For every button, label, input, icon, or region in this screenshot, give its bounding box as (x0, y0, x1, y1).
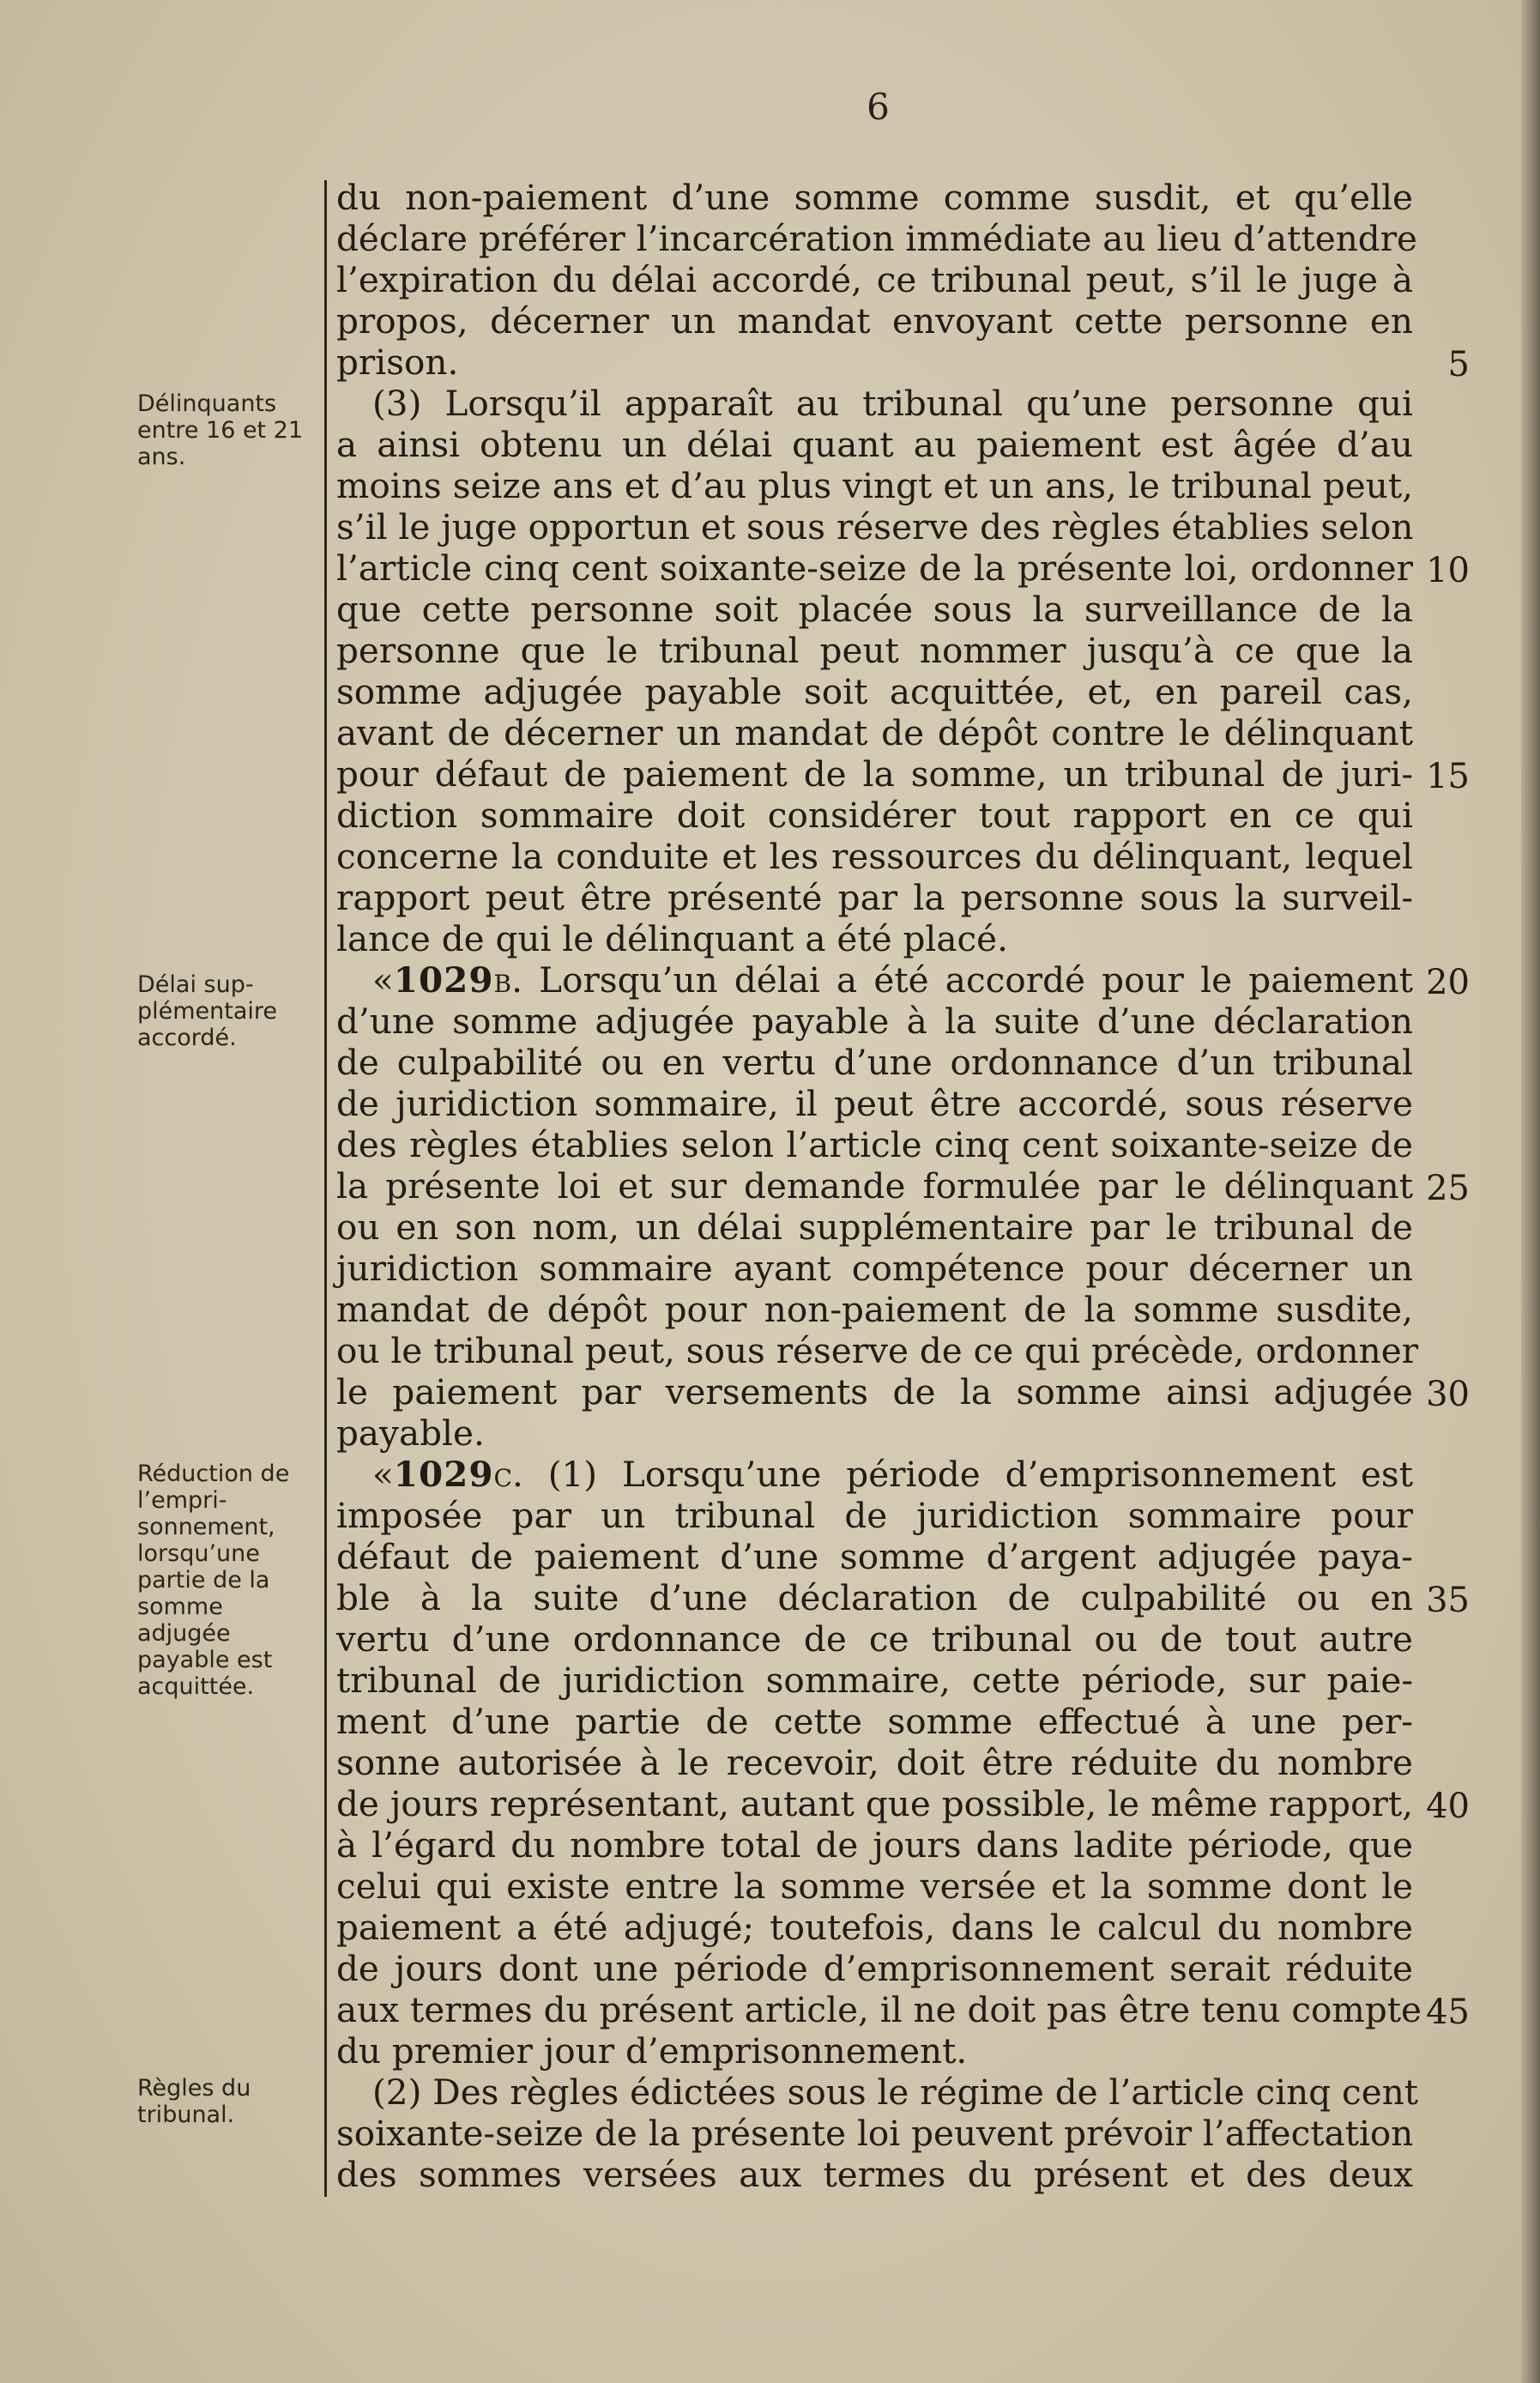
text-line: de culpabilité ou en vertu d’une ordonnance d’un tribunal (336, 1042, 1413, 1083)
section-number: 1029 (393, 1454, 494, 1495)
margin-note-delinquants: Délinquants entre 16 et 21 ans. (137, 390, 304, 470)
text-line: de jours dont une période d’emprisonnement serait réduite (336, 1948, 1413, 1989)
line-number: 25 (1426, 1169, 1470, 1208)
text-line: tribunal de juridiction sommaire, cette période, sur paie- (336, 1660, 1413, 1701)
text-line: celui qui existe entre la somme versée et la somme dont le (336, 1866, 1413, 1907)
text-line: vertu d’une ordonnance de ce tribunal ou de tout autre (336, 1618, 1413, 1660)
text-line: ou le tribunal peut, sous réserve de ce qui précède, ordonner (336, 1330, 1419, 1371)
text-line: soixante-seize de la présente loi peuvent prévoir l’affectation (336, 2113, 1414, 2154)
text-line: déclare préférer l’incarcération immédiate au lieu d’attendre (336, 218, 1418, 259)
text-line: la présente loi et sur demande formulée par le délinquant (336, 1165, 1413, 1207)
line-number: 45 (1426, 1993, 1470, 2032)
section-letter: c (493, 1454, 512, 1495)
text-line: concerne la conduite et les ressources du délinquant, lequel (336, 836, 1413, 877)
text-line: à l’égard du nombre total de jours dans ladite période, que (336, 1824, 1413, 1866)
text-line: des sommes versées aux termes du présent et des deux (336, 2154, 1413, 2195)
text-line: somme adjugée payable soit acquittée, et, en pareil cas, (336, 671, 1413, 712)
line-number: 15 (1426, 757, 1470, 796)
section-letter: b (493, 959, 512, 1001)
line-number: 5 (1447, 345, 1470, 384)
text-line: prison. (336, 342, 459, 383)
text-line: (2) Des règles édictées sous le régime de l’article cinq cent (372, 2072, 1419, 2113)
text-line: paiement a été adjugé; toutefois, dans le calcul du nombre (336, 1907, 1413, 1948)
text-line: sonne autorisée à le recevoir, doit être réduite du nombre (336, 1742, 1413, 1783)
text-line: avant de décerner un mandat de dépôt contre le délinquant (336, 712, 1413, 753)
line-number: 35 (1426, 1581, 1470, 1620)
text-line: d’une somme adjugée payable à la suite d’une déclaration (336, 1001, 1413, 1042)
text-line: imposée par un tribunal de juridiction sommaire pour (336, 1495, 1413, 1536)
text-line: de juridiction sommaire, il peut être accordé, sous réserve (336, 1083, 1413, 1124)
text-line: juridiction sommaire ayant compétence pour décerner un (336, 1248, 1413, 1289)
text-line: l’expiration du délai accordé, ce tribunal peut, s’il le juge à (336, 259, 1413, 300)
body-text (336, 177, 1422, 2195)
section-number: 1029 (393, 959, 494, 1001)
text-line: l’article cinq cent soixante-seize de la présente loi, ordonner (336, 547, 1413, 589)
line-number: 40 (1426, 1787, 1470, 1826)
line-number: 10 (1426, 551, 1470, 590)
text-line: ou en son nom, un délai supplémentaire par le tribunal de (336, 1207, 1413, 1248)
text-line: personne que le tribunal peut nommer jusqu’à ce que la (336, 630, 1413, 671)
text-line: «1029c. (1) Lorsqu’une période d’emprisonnement est (372, 1454, 1413, 1495)
text-line: moins seize ans et d’au plus vingt et un ans, le tribunal peut, (336, 465, 1413, 506)
text-line: ment d’une partie de cette somme effectué à une per- (336, 1701, 1413, 1742)
text-line: du non-paiement d’une somme comme susdit, et qu’elle (336, 177, 1413, 218)
text-line: que cette personne soit placée sous la surveillance de la (336, 589, 1413, 630)
text-line: s’il le juge opportun et sous réserve des règles établies selon (336, 506, 1414, 547)
text-line: de jours représentant, autant que possible, le même rapport, (336, 1783, 1413, 1824)
margin-note-regles: Règles du tribunal. (137, 2075, 251, 2128)
text-line: propos, décerner un mandat envoyant cette personne en (336, 300, 1413, 342)
page-edge-shadow (1521, 0, 1540, 2383)
text-line: «1029b. Lorsqu’un délai a été accordé pour le paiement (372, 959, 1413, 1001)
text-line: payable. (336, 1412, 485, 1454)
margin-note-reduction: Réduction de l’empri-sonnement, lorsqu’une partie de la somme adjugée payable est acquittée. (137, 1461, 290, 1700)
line-number: 20 (1426, 963, 1470, 1002)
text-line: (3) Lorsqu’il apparaît au tribunal qu’une personne qui (372, 383, 1413, 424)
text-line: défaut de paiement d’une somme d’argent adjugée paya- (336, 1536, 1413, 1577)
text-line: le paiement par versements de la somme ainsi adjugée (336, 1371, 1413, 1412)
page-number: 6 (867, 86, 890, 128)
text-line: ble à la suite d’une déclaration de culpabilité ou en (336, 1577, 1413, 1618)
text-line: a ainsi obtenu un délai quant au paiement est âgée d’au (336, 424, 1413, 465)
text-line: lance de qui le délinquant a été placé. (336, 918, 1009, 959)
text-line: diction sommaire doit considérer tout rapport en ce qui (336, 795, 1413, 836)
text-line: du premier jour d’emprisonnement. (336, 2030, 968, 2072)
text-line: des règles établies selon l’article cinq cent soixante-seize de (336, 1124, 1413, 1165)
margin-rule (324, 180, 327, 2197)
text-line: aux termes du présent article, il ne doit pas être tenu compte (336, 1989, 1422, 2030)
text-line: pour défaut de paiement de la somme, un tribunal de juri- (336, 753, 1413, 795)
text-line: mandat de dépôt pour non-paiement de la somme susdite, (336, 1289, 1413, 1330)
margin-note-delai-supplementaire: Délai sup-plémentaire accordé. (137, 971, 278, 1051)
text-line: rapport peut être présenté par la personne sous la surveil- (336, 877, 1413, 918)
line-number: 30 (1426, 1375, 1470, 1414)
